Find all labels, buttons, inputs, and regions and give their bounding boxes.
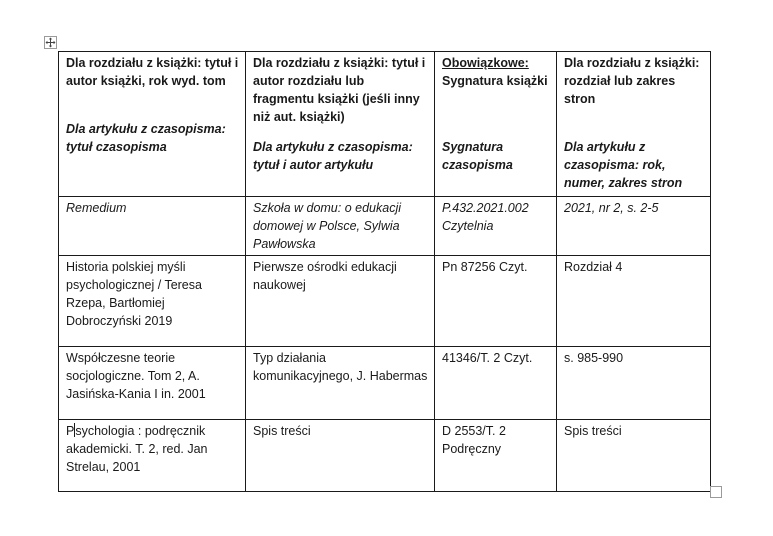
move-arrows-icon [45,37,56,48]
header-chapter-range-label: Dla rozdziału z książki: rozdział lub zakres stron [564,56,700,106]
table-cell[interactable]: Spis treści [557,420,711,492]
table-cell[interactable]: Historia polskiej myśli psychologicznej / Teresa Rzepa, Bartłomiej Dobroczyński 2019 [59,256,246,347]
table-cell[interactable]: Współczesne teorie socjologiczne. Tom 2, A. Jasińska-Kania I in. 2001 [59,347,246,420]
table-cell[interactable]: Pn 87256 Czyt. [435,256,557,347]
cell-text-start: P [66,424,75,438]
header-cell-book-title[interactable] [59,52,246,197]
table-row [59,420,711,492]
header-cell-page-range[interactable] [557,52,711,197]
table-row [59,347,711,420]
citation-table [58,51,711,492]
header-cell-chapter-title[interactable] [246,52,435,197]
table-row [59,256,711,347]
table-cell[interactable]: Pierwsze ośrodki edukacji naukowej [246,256,435,347]
table-cell[interactable]: P.432.2021.002 Czytelnia [435,197,557,256]
table-cell[interactable]: Rozdział 4 [557,256,711,347]
table-cell[interactable]: Typ działania komunikacyjnego, J. Habermas [246,347,435,420]
header-article-title-label: Dla artykułu z czasopisma: tytuł i autor artykułu [253,140,413,172]
table-move-handle-icon[interactable] [44,36,57,49]
header-journal-range-label: Dla artykułu z czasopisma: rok, numer, zakres stron [564,140,683,190]
table-cell[interactable]: s. 985-990 [557,347,711,420]
header-mandatory-label: Obowiązkowe: [442,56,529,70]
table-cell[interactable] [59,420,246,492]
header-journal-title-label: Dla artykułu z czasopisma: tytuł czasopisma [66,122,226,154]
table-row [59,197,711,256]
table-cell[interactable]: Szkoła w domu: o edukacji domowej w Polsce, Sylwia Pawłowska [246,197,435,256]
cell-text-rest: sychologia : podręcznik akademicki. T. 2, red. Jan Strelau, 2001 [66,424,208,474]
header-journal-callnumber-label: Sygnatura czasopisma [442,140,513,172]
header-book-title-label: Dla rozdziału z książki: tytuł i autor książki, rok wyd. tom [66,56,239,88]
table-header-row [59,52,711,197]
table-cell[interactable]: 2021, nr 2, s. 2-5 [557,197,711,256]
table-cell[interactable]: 41346/T. 2 Czyt. [435,347,557,420]
table-cell[interactable]: Spis treści [246,420,435,492]
table-cell[interactable]: D 2553/T. 2 Podręczny [435,420,557,492]
header-chapter-title-label: Dla rozdziału z książki: tytuł i autor rozdziału lub fragmentu książki (jeśli inny niż aut. książki) [253,56,426,124]
table-cell[interactable]: Remedium [59,197,246,256]
table-resize-handle-icon[interactable] [710,486,722,498]
header-cell-call-number[interactable] [435,52,557,197]
header-book-callnumber-label: Sygnatura książki [442,74,548,88]
